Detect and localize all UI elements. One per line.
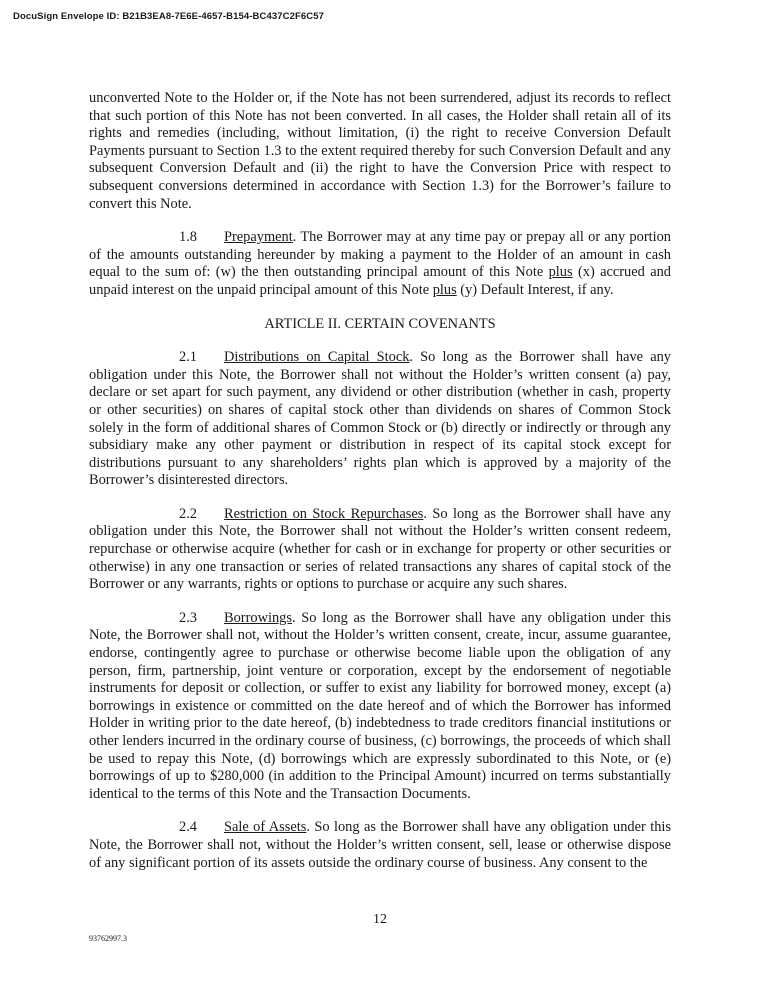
section-number: 1.8: [179, 229, 197, 246]
section-number: 2.3: [179, 609, 197, 626]
section-text: . The Borrower may at any time pay or prepay all or any portion of the amounts outstanding hereunder by making a payment to the Holder of an amount in cash equal to the sum of: (w) the then outstanding principal amount of this Note: [89, 229, 671, 281]
document-id: 93762997.3: [89, 934, 127, 943]
page-number: 12: [373, 912, 387, 927]
section-text: . So long as the Borrower shall have any obligation under this Note, the Borrower shall not, without the Holder’s written consent, sell, lease or otherwise dispose of any significant portion of its assets outside the ordinary course of business. Any consent to the: [89, 819, 671, 871]
article-heading: ARTICLE II. CERTAIN COVENANTS: [264, 315, 496, 332]
plus-term: plus: [432, 281, 457, 298]
section-number: 2.2: [179, 505, 197, 522]
section-title: Prepayment: [224, 229, 293, 246]
section-number: 2.4: [179, 819, 197, 836]
section-text: . So long as the Borrower shall have any obligation under this Note, the Borrower shall not without the Holder’s written consent redeem, repurchase or otherwise acquire (whether for cash or in exchange for property or other securities or otherwise) in any one transaction or series of related transactions any shares of capital stock of the Borrower or any warrants, rights or options to purchase or acquire any such shares.: [89, 505, 672, 593]
section-text: (y) Default Interest, if any.: [456, 281, 614, 298]
section-title: Distributions on Capital Stock: [224, 349, 410, 366]
section-2-1: [89, 349, 671, 490]
section-title: Sale of Assets: [224, 819, 307, 836]
envelope-id: DocuSign Envelope ID: B21B3EA8-7E6E-4657-B154-BC437C2F6C57: [13, 11, 324, 22]
document-body: [89, 90, 671, 872]
plus-term: plus: [548, 264, 573, 281]
section-number: 2.1: [179, 349, 197, 366]
section-title: Restriction on Stock Repurchases: [224, 505, 424, 522]
section-1-8: [89, 229, 671, 299]
paragraph-continued: unconverted Note to the Holder or, if the Note has not been surrendered, adjust its records to reflect that such portion of this Note has not been converted. In all cases, the Holder shall retain all of its rights and remedies (including, without limitation, (i) the right to receive Conversion Default Payments pursuant to Section 1.3 to the extent required thereby for such Conversion Default and any subsequent Conversion Default and (ii) the right to have the Conversion Price with respect to subsequent conversions determined in accordance with Section 1.3) for the Borrower’s failure to convert this Note.: [89, 90, 671, 212]
section-text: . So long as the Borrower shall have any obligation under this Note, the Borrower shall not, without the Holder’s written consent, create, incur, assume guarantee, endorse, contingently agree to purchase or otherwise become liable upon the obligation of any person, firm, partnership, joint venture or corporation, except by the endorsement of negotiable instruments for deposit or collection, or suffer to exist any liability for borrowed money, except (a) borrowings in existence or committed on the date hereof and of which the Borrower has informed Holder in writing prior to the date hereof, (b) indebtedness to trade creditors financial institutions or other lenders incurred in the ordinary course of business, (c) borrowings, the proceeds of which shall be used to repay this Note, (d) borrowings which are expressly subordinated to this Note, or (e) borrowings of up to $280,000 (in addition to the Principal Amount) incurred on terms substantially identical to the terms of this Note and the Transaction Documents.: [89, 609, 671, 802]
section-2-4: [89, 819, 671, 872]
section-text: . So long as the Borrower shall have any obligation under this Note, the Borrower shall not without the Holder’s written consent (a) pay, declare or set apart for such payment, any dividend or other distribution (whether in cash, property or other securities) on shares of capital stock other than dividends on shares of Common Stock solely in the form of additional shares of Common Stock or (b) directly or indirectly or through any subsidiary make any other payment or distribution in respect of its capital stock except for distributions pursuant to any shareholders’ rights plan which is approved by a majority of the Borrower’s disinterested directors.: [89, 349, 671, 489]
section-2-3: [89, 610, 671, 804]
section-title: Borrowings: [224, 609, 292, 626]
section-text: (x) accrued and unpaid interest on the unpaid principal amount of this Note: [89, 264, 671, 298]
section-2-2: [89, 506, 671, 594]
